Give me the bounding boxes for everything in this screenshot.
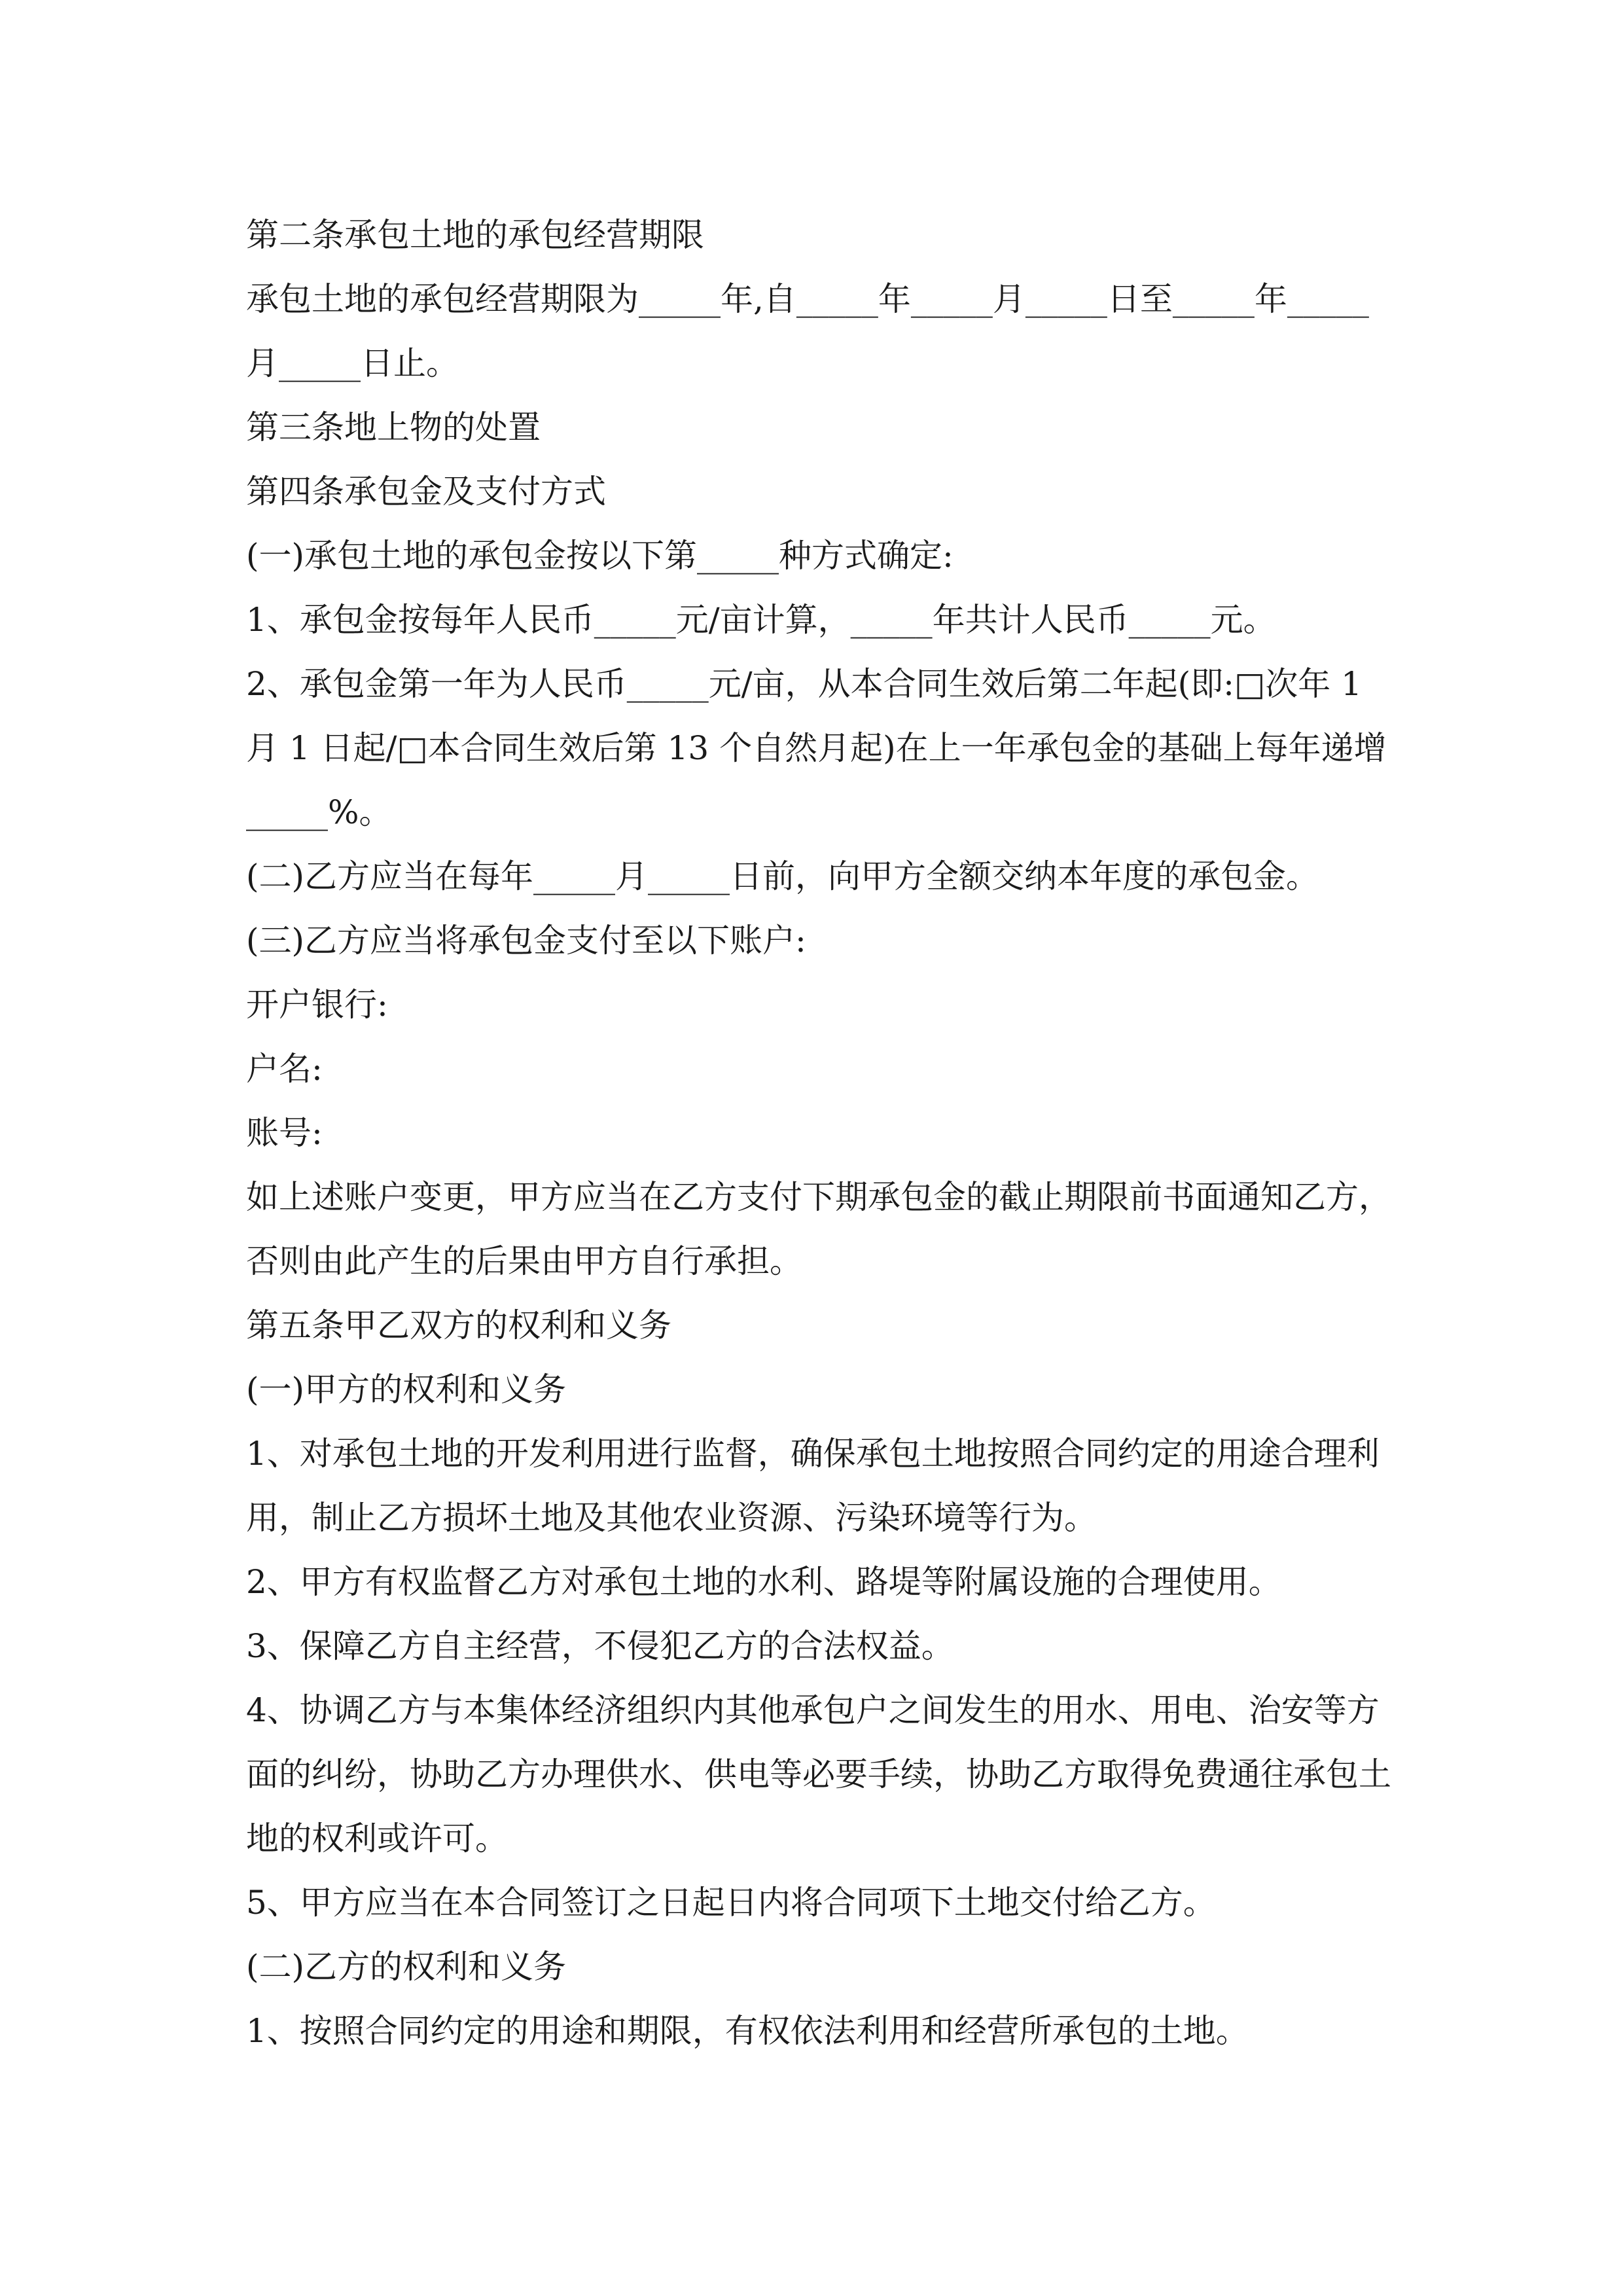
- paragraph-line: (一)承包土地的承包金按以下第_____种方式确定:: [246, 537, 954, 575]
- paragraph-line: 3、保障乙方自主经营，不侵犯乙方的合法权益。: [246, 1627, 954, 1665]
- paragraph-line: 1、对承包土地的开发利用进行监督，确保承包土地按照合同约定的用途合理利: [246, 1435, 1380, 1473]
- paragraph-line: 1、按照合同约定的用途和期限，有权依法利用和经营所承包的土地。: [246, 2012, 1249, 2050]
- account-name-label: 户名:: [246, 1050, 323, 1088]
- paragraph-line: (三)乙方应当将承包金支付至以下账户:: [246, 922, 806, 960]
- section-heading-ground-objects: 第三条地上物的处置: [246, 408, 541, 446]
- section-heading-rights: 第五条甲乙双方的权利和义务: [246, 1306, 671, 1344]
- account-number-label: 账号:: [246, 1114, 323, 1152]
- paragraph-line: 地的权利或许可。: [246, 1820, 508, 1857]
- paragraph-line: 否则由此产生的后果由甲方自行承担。: [246, 1242, 802, 1280]
- paragraph-line: 5、甲方应当在本合同签订之日起日内将合同项下土地交付给乙方。: [246, 1884, 1216, 1922]
- paragraph-line: 4、协调乙方与本集体经济组织内其他承包户之间发生的用水、用电、治安等方: [246, 1691, 1380, 1729]
- paragraph-line: 2、甲方有权监督乙方对承包土地的水利、路堤等附属设施的合理使用。: [246, 1563, 1281, 1601]
- paragraph-line: 月_____日止。: [246, 344, 459, 382]
- section-heading-term: 第二条承包土地的承包经营期限: [246, 216, 704, 254]
- paragraph-line: 如上述账户变更，甲方应当在乙方支付下期承包金的截止期限前书面通知乙方，: [246, 1178, 1391, 1216]
- paragraph-line: 承包土地的承包经营期限为_____年,自_____年_____月_____日至_____年_____: [246, 280, 1369, 318]
- bank-field-label: 开户银行:: [246, 986, 388, 1024]
- contract-text: [246, 203, 1398, 2063]
- paragraph-line: 2、承包金第一年为人民币_____元/亩，从本合同生效后第二年起(即:□次年 1: [246, 665, 1362, 703]
- paragraph-line: 月 1 日起/□本合同生效后第 13 个自然月起)在上一年承包金的基础上每年递增: [246, 729, 1387, 767]
- paragraph-line: 用，制止乙方损坏土地及其他农业资源、污染环境等行为。: [246, 1499, 1097, 1537]
- paragraph-line: 1、承包金按每年人民币_____元/亩计算，_____年共计人民币_____元。: [246, 601, 1276, 639]
- paragraph-line: 面的纠纷，协助乙方办理供水、供电等必要手续，协助乙方取得免费通往承包土: [246, 1755, 1391, 1793]
- subsection-heading-party-a: (一)甲方的权利和义务: [246, 1371, 567, 1408]
- section-heading-payment: 第四条承包金及支付方式: [246, 473, 606, 511]
- paragraph-line: (二)乙方应当在每年_____月_____日前，向甲方全额交纳本年度的承包金。: [246, 857, 1319, 895]
- paragraph-line: _____%。: [246, 793, 392, 831]
- subsection-heading-party-b: (二)乙方的权利和义务: [246, 1948, 567, 1986]
